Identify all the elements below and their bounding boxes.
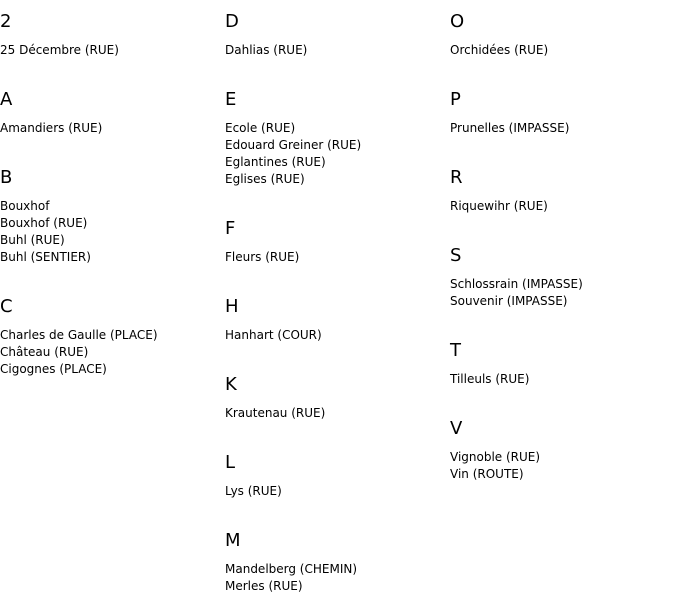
- letter-heading: R: [450, 167, 463, 188]
- street-link[interactable]: Krautenau (RUE): [225, 406, 326, 420]
- letter-heading: C: [0, 296, 13, 317]
- letter-group: [225, 78, 450, 188]
- street-link[interactable]: Cigognes (PLACE): [0, 362, 107, 376]
- letter-heading: E: [225, 89, 237, 110]
- letter-heading: V: [450, 418, 463, 439]
- street-link[interactable]: Riquewihr (RUE): [450, 199, 548, 213]
- letter-heading: F: [225, 218, 236, 239]
- street-link[interactable]: Dahlias (RUE): [225, 43, 308, 57]
- letter-heading: M: [225, 530, 241, 551]
- letter-group: [225, 363, 450, 422]
- street-link[interactable]: Lys (RUE): [225, 484, 282, 498]
- street-link[interactable]: Edouard Greiner (RUE): [225, 138, 362, 152]
- street-link[interactable]: 25 Décembre (RUE): [0, 43, 119, 57]
- letter-heading: H: [225, 296, 239, 317]
- letter-group: [225, 285, 450, 344]
- letter-group: [0, 78, 225, 137]
- street-link[interactable]: Merles (RUE): [225, 579, 303, 593]
- street-link[interactable]: Hanhart (COUR): [225, 328, 322, 342]
- street-link[interactable]: Buhl (SENTIER): [0, 250, 91, 264]
- street-index-column-2: [225, 0, 450, 614]
- street-link[interactable]: Schlossrain (IMPASSE): [450, 277, 583, 291]
- street-link[interactable]: Tilleuls (RUE): [450, 372, 530, 386]
- letter-group: [225, 207, 450, 266]
- street-link[interactable]: Souvenir (IMPASSE): [450, 294, 568, 308]
- street-link[interactable]: Fleurs (RUE): [225, 250, 300, 264]
- letter-heading: T: [450, 340, 461, 361]
- letter-group: [450, 0, 675, 59]
- letter-heading: P: [450, 89, 461, 110]
- letter-group: [450, 329, 675, 388]
- letter-heading: K: [225, 374, 237, 395]
- letter-group: [0, 156, 225, 266]
- street-link[interactable]: Bouxhof (RUE): [0, 216, 88, 230]
- letter-group: [0, 285, 225, 378]
- letter-heading: 2: [0, 11, 12, 32]
- street-link[interactable]: Vignoble (RUE): [450, 450, 541, 464]
- letter-group: [225, 0, 450, 59]
- street-link[interactable]: Bouxhof: [0, 199, 50, 213]
- street-link[interactable]: Château (RUE): [0, 345, 89, 359]
- street-link[interactable]: Buhl (RUE): [0, 233, 65, 247]
- letter-heading: D: [225, 11, 239, 32]
- letter-group: [450, 156, 675, 215]
- street-link[interactable]: Prunelles (IMPASSE): [450, 121, 570, 135]
- street-index-column-1: [0, 0, 225, 397]
- letter-heading: O: [450, 11, 465, 32]
- letter-group: [450, 78, 675, 137]
- letter-group: [450, 234, 675, 310]
- street-link[interactable]: Ecole (RUE): [225, 121, 296, 135]
- street-link[interactable]: Eglantines (RUE): [225, 155, 326, 169]
- letter-heading: A: [0, 89, 13, 110]
- letter-heading: B: [0, 167, 13, 188]
- street-link[interactable]: Eglises (RUE): [225, 172, 305, 186]
- street-link[interactable]: Amandiers (RUE): [0, 121, 103, 135]
- street-link[interactable]: Orchidées (RUE): [450, 43, 549, 57]
- letter-group: [225, 441, 450, 500]
- street-link[interactable]: Mandelberg (CHEMIN): [225, 562, 358, 576]
- letter-group: [0, 0, 225, 59]
- letter-group: [225, 519, 450, 595]
- street-link[interactable]: Charles de Gaulle (PLACE): [0, 328, 158, 342]
- letter-heading: L: [225, 452, 236, 473]
- street-index-column-3: [450, 0, 675, 502]
- street-link[interactable]: Vin (ROUTE): [450, 467, 524, 481]
- letter-heading: S: [450, 245, 462, 266]
- letter-group: [450, 407, 675, 483]
